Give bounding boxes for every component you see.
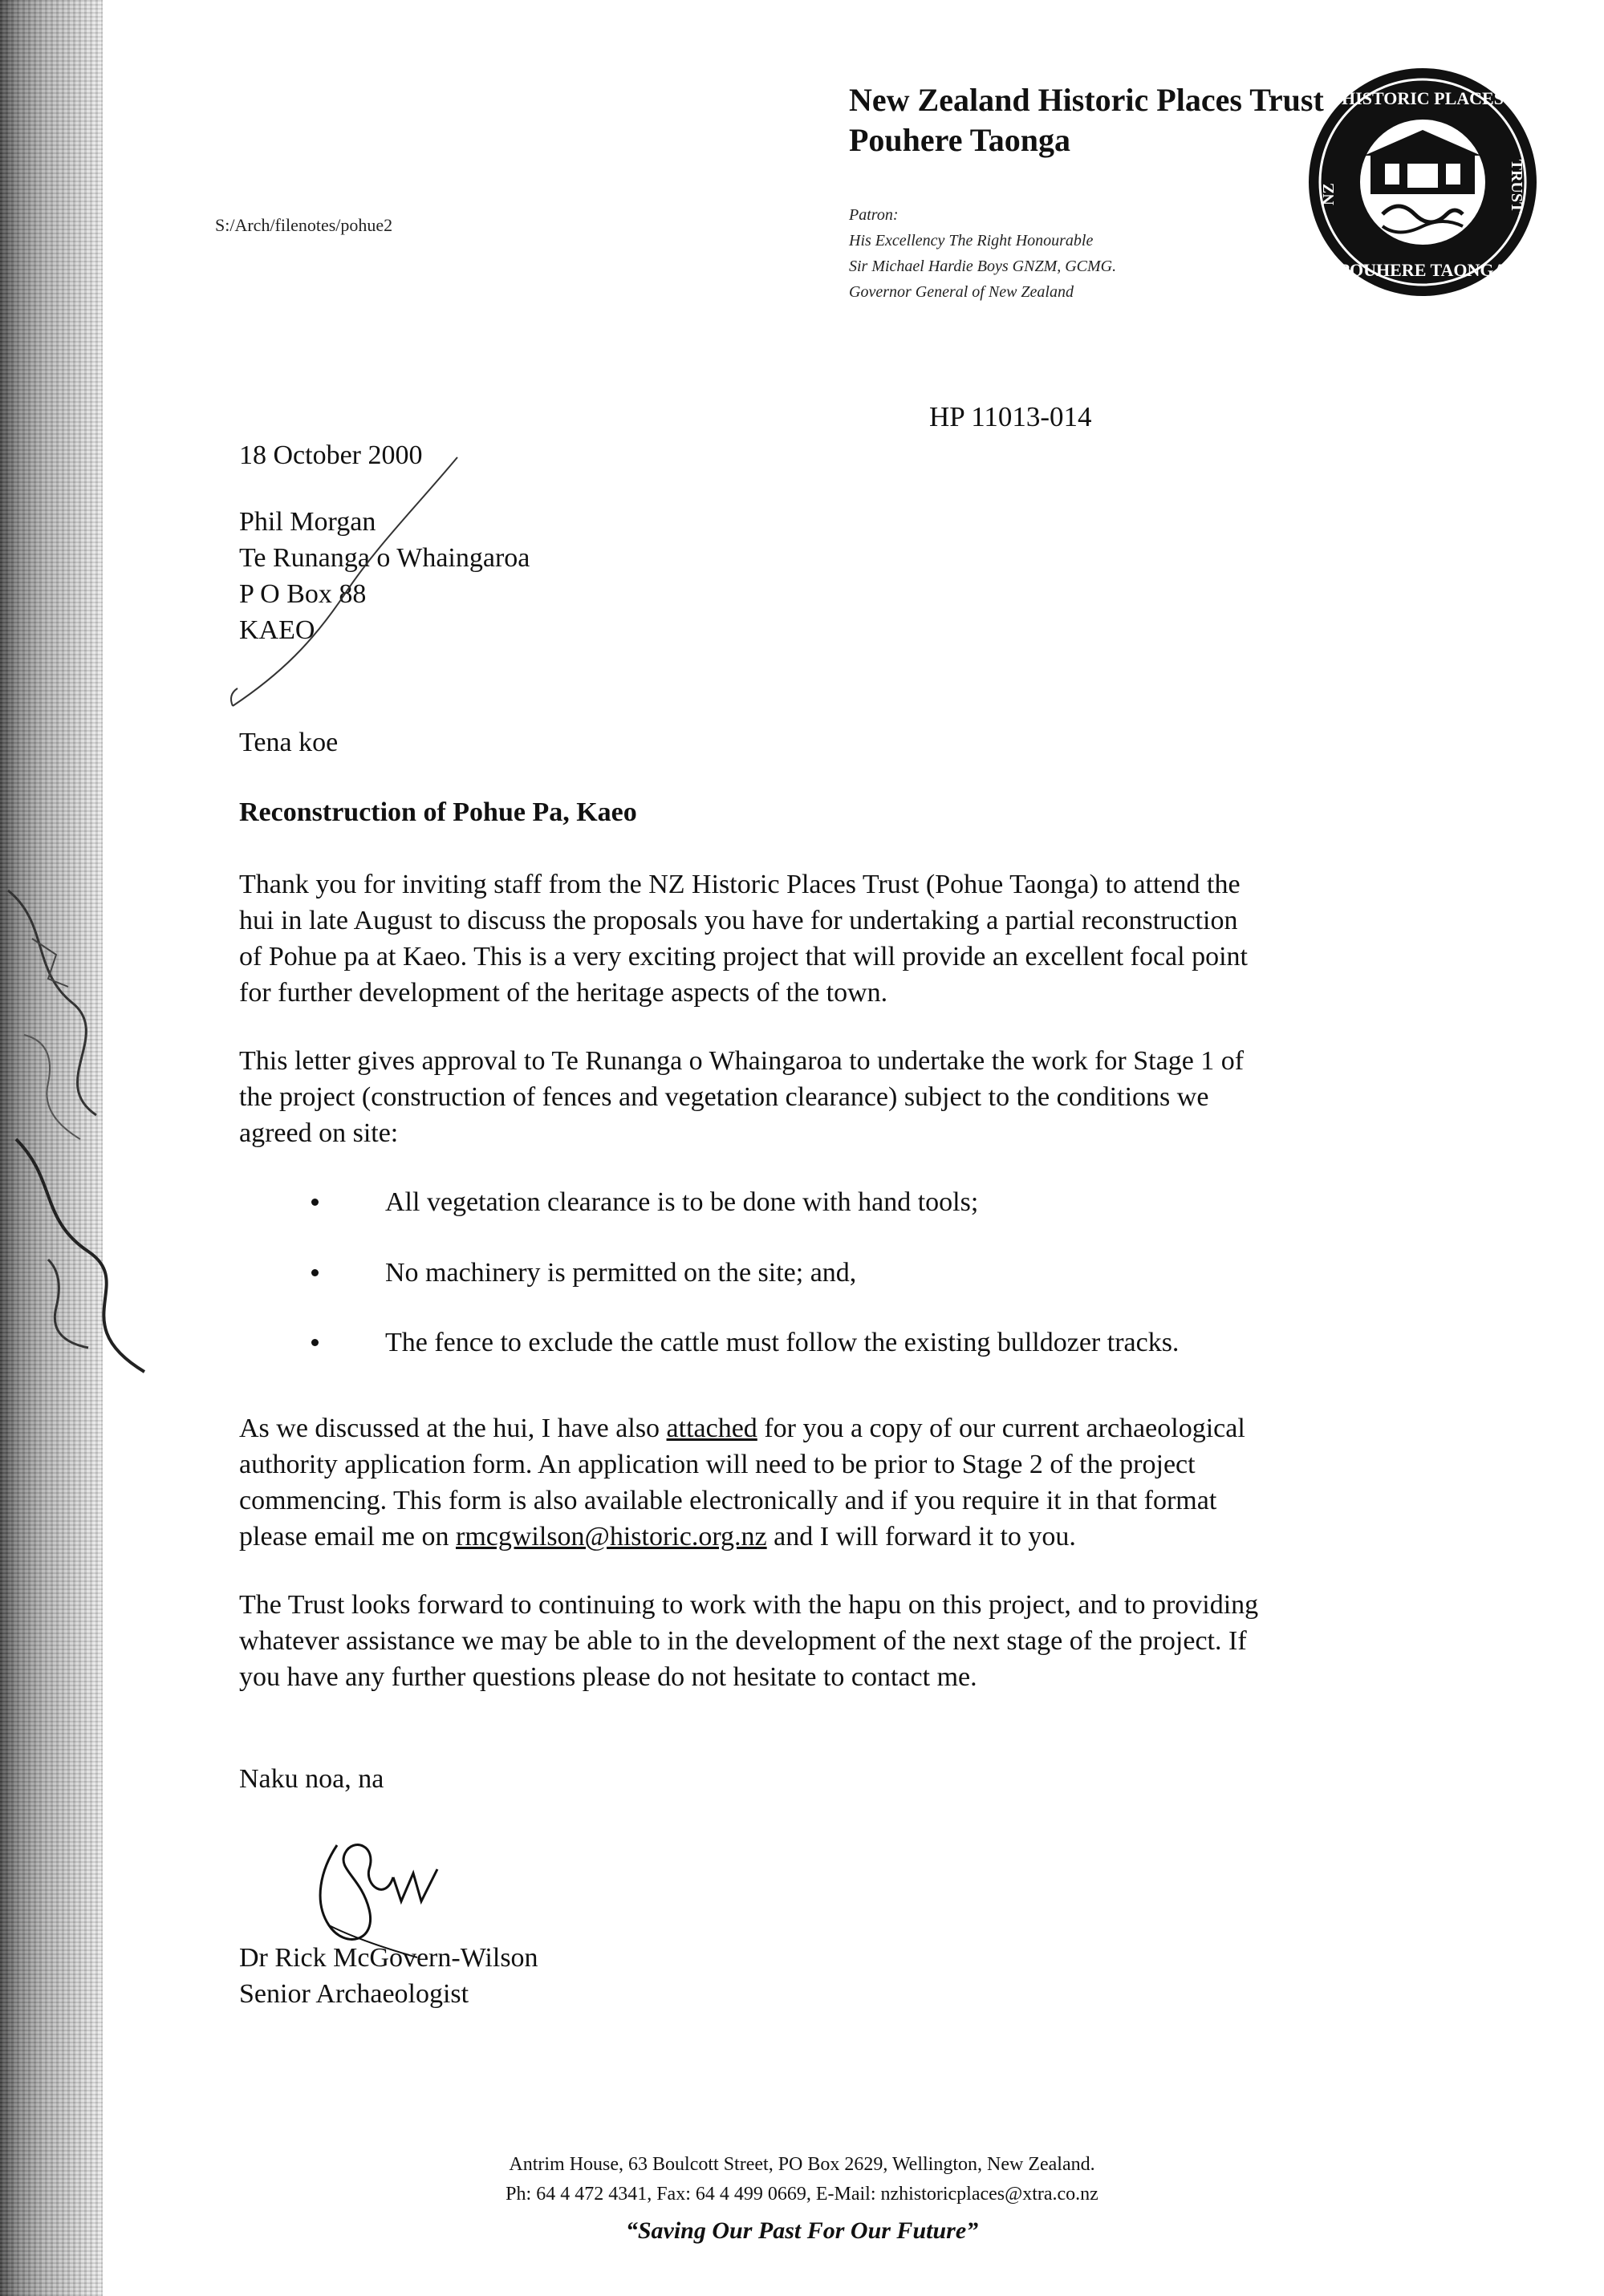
paragraph-line: authority application form. An application will need to be prior to Stage 2 of the project: [239, 1450, 1196, 1479]
letterhead-footer: [0, 2150, 1604, 2245]
paragraph-line: commencing. This form is also available electronically and if you require it in that format: [239, 1486, 1217, 1515]
patron-label: Patron:: [849, 206, 899, 224]
paragraph-line: the project (construction of fences and vegetation clearance) subject to the conditions we: [239, 1082, 1209, 1112]
paragraph-line: of Pohue pa at Kaeo. This is a very exciting project that will provide an excellent focal point: [239, 942, 1248, 972]
paragraph-line: This letter gives approval to Te Runanga o Whaingaroa to undertake the work for Stage 1 of: [239, 1046, 1245, 1076]
footer-contact: Ph: 64 4 472 4341, Fax: 64 4 499 0669, E-Mail: nzhistoricplaces@xtra.co.nz: [506, 2184, 1098, 2205]
paragraph-application-form: [239, 1410, 1245, 1555]
attached-link[interactable]: attached: [666, 1414, 757, 1443]
svg-text:TRUST: TRUST: [1508, 159, 1525, 213]
recipient-name: Phil Morgan: [239, 507, 376, 537]
footer-motto: “Saving Our Past For Our Future”: [625, 2217, 979, 2244]
bullet-dot-icon: [311, 1199, 319, 1206]
condition-text: No machinery is permitted on the site; and,: [385, 1258, 857, 1288]
patron-block: [849, 202, 1116, 305]
svg-text:HISTORIC PLACES: HISTORIC PLACES: [1342, 88, 1504, 108]
text-span: As we discussed at the hui, I have also: [239, 1414, 667, 1443]
paragraph-line: hui in late August to discuss the proposals you have for undertaking a partial reconstruction: [239, 906, 1238, 935]
pen-scribble-mark: [217, 449, 473, 714]
footer-address: Antrim House, 63 Boulcott Street, PO Box 2629, Wellington, New Zealand.: [509, 2154, 1095, 2175]
patron-line: His Excellency The Right Honourable: [849, 232, 1094, 249]
email-link[interactable]: rmcgwilson@historic.org.nz: [456, 1522, 767, 1552]
recipient-po-box: P O Box 88: [239, 579, 367, 609]
organisation-name-english: New Zealand Historic Places Trust: [849, 82, 1324, 118]
text-span: for you a copy of our current archaeological: [757, 1414, 1245, 1443]
signature-block: [239, 1940, 538, 2012]
bullet-dot-icon: [311, 1269, 319, 1276]
recipient-organisation: Te Runanga o Whaingaroa: [239, 543, 530, 573]
condition-text: The fence to exclude the cattle must follow the existing bulldozer tracks.: [385, 1328, 1180, 1357]
condition-text: All vegetation clearance is to be done with hand tools;: [385, 1187, 979, 1217]
file-path: S:/Arch/filenotes/pohue2: [215, 215, 393, 235]
paragraph-line: you have any further questions please do not hesitate to contact me.: [239, 1662, 977, 1692]
condition-bullet: [311, 1187, 978, 1218]
signer-name: Dr Rick McGovern-Wilson: [239, 1943, 538, 1973]
svg-text:POUHERE TAONGA: POUHERE TAONGA: [1338, 260, 1507, 280]
patron-line: Sir Michael Hardie Boys GNZM, GCMG.: [849, 258, 1117, 275]
organisation-name: [849, 80, 1324, 160]
paragraph-line: [239, 1410, 1245, 1446]
text-span: please email me on: [239, 1522, 457, 1552]
salutation: Tena koe: [239, 728, 339, 757]
sign-off: Naku noa, na: [239, 1764, 384, 1794]
text-span: and I will forward it to you.: [766, 1522, 1076, 1552]
condition-bullet: [311, 1328, 1179, 1358]
organisation-name-maori: Pouhere Taonga: [849, 122, 1070, 158]
signer-title: Senior Archaeologist: [239, 1979, 469, 2009]
paragraph-line: [239, 1519, 1245, 1555]
condition-bullet: [311, 1258, 856, 1288]
map-fragment-artifact: [0, 874, 152, 1388]
reference-number: HP 11013-014: [929, 401, 1092, 432]
patron-line: Governor General of New Zealand: [849, 283, 1074, 301]
recipient-town: KAEO: [239, 615, 315, 645]
paragraph-line: whatever assistance we may be able to in the development of the next stage of the project. If: [239, 1626, 1247, 1656]
paragraph-thanks: [239, 866, 1248, 1011]
paragraph-line: Thank you for inviting staff from the NZ Historic Places Trust (Pohue Taonga) to attend the: [239, 870, 1241, 899]
letter-subject: Reconstruction of Pohue Pa, Kaeo: [239, 797, 637, 827]
paragraph-closing: [239, 1587, 1258, 1695]
bullet-dot-icon: [311, 1339, 319, 1346]
letter-date: 18 October 2000: [239, 440, 423, 470]
svg-text:NZ: NZ: [1320, 183, 1338, 205]
paragraph-line: The Trust looks forward to continuing to work with the hapu on this project, and to providing: [239, 1590, 1259, 1620]
trust-seal-logo: [1306, 66, 1539, 298]
paragraph-line: for further development of the heritage aspects of the town.: [239, 978, 888, 1008]
paragraph-approval: [239, 1043, 1244, 1151]
paragraph-line: agreed on site:: [239, 1118, 399, 1148]
